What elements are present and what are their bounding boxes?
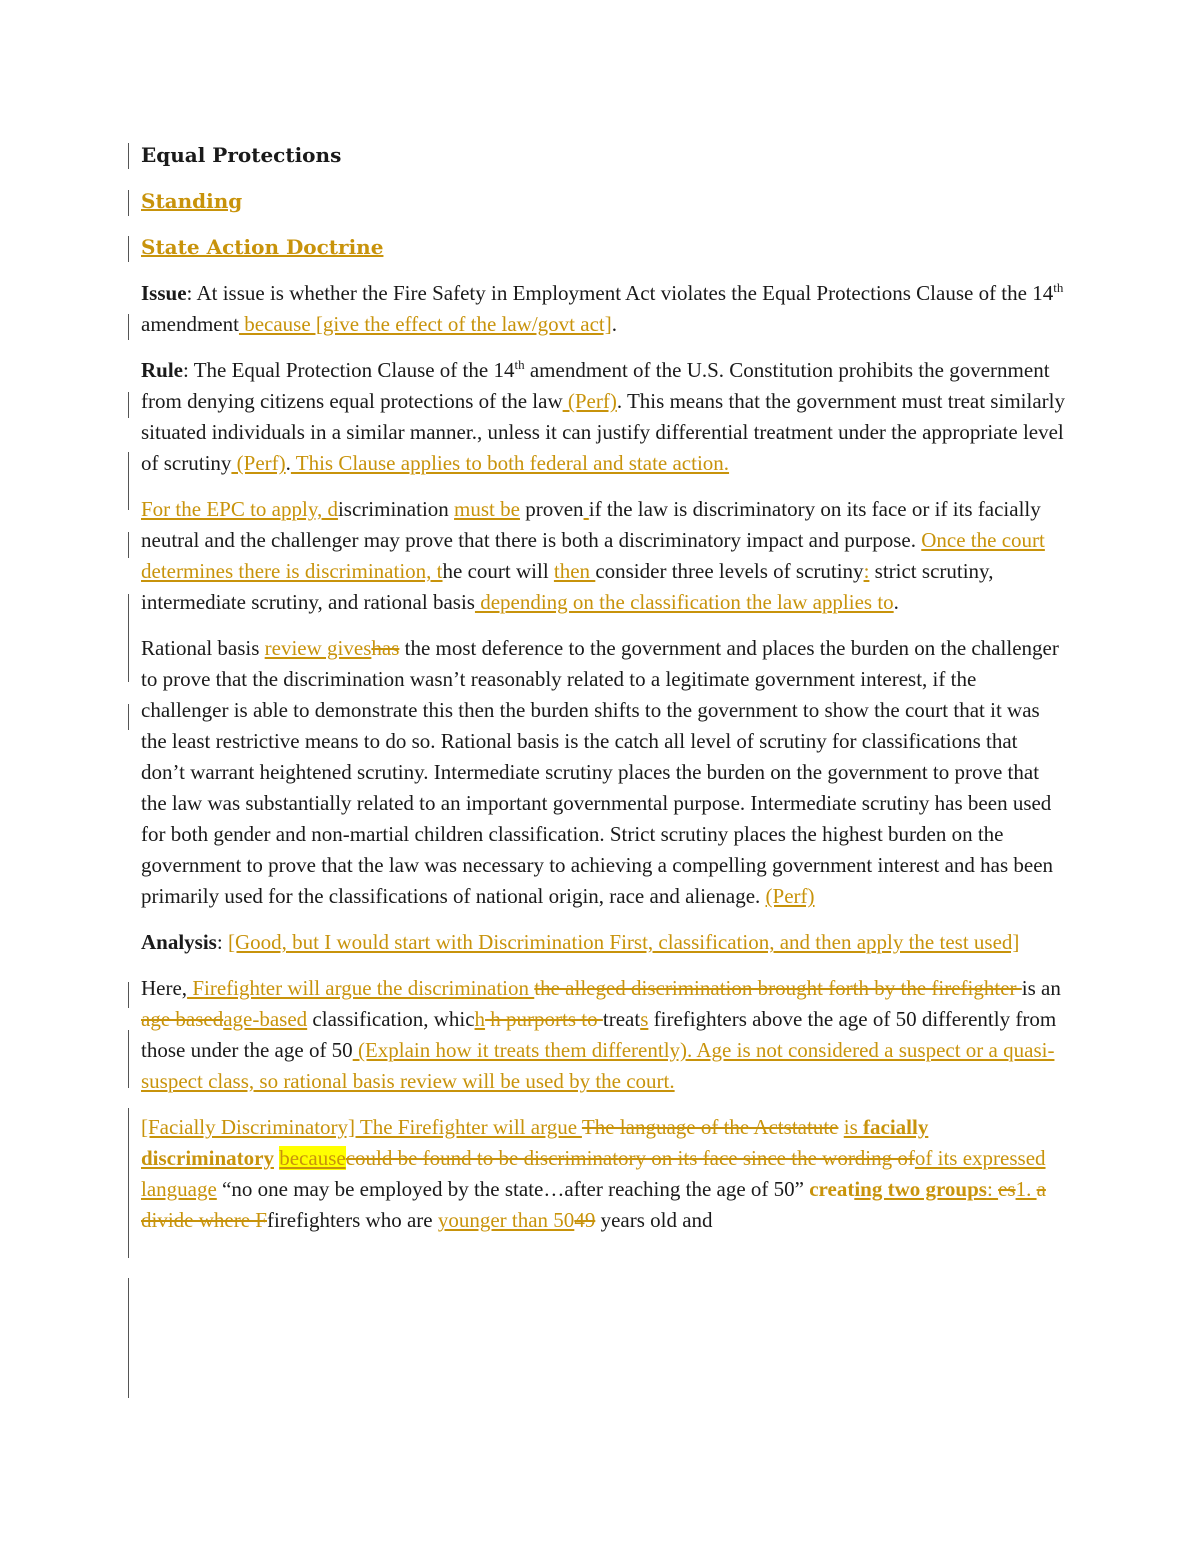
inserted-text: This Clause applies to both federal and state action. (290, 451, 730, 475)
change-bar (128, 190, 129, 216)
change-bar (128, 1278, 129, 1398)
facially-paragraph (141, 1112, 1066, 1236)
change-bar (128, 314, 129, 340)
change-bar (128, 452, 129, 510)
inserted-comment: [Good, but I would start with Discrimination First, classification, and then apply the test used] (227, 930, 1020, 954)
inserted-text: s (640, 1007, 649, 1031)
inserted-text: h (474, 1007, 486, 1031)
inserted-text: (Perf) (231, 451, 286, 475)
inserted-text: Once the court determines there is discrimination, t (141, 528, 1045, 583)
analysis-paragraph (141, 927, 1066, 958)
text-run: . (285, 451, 291, 475)
inserted-text: (Explain how it treats them differently). Age is not considered a suspect or a quasi-suspect class, so rational basis review will be used by the court. (141, 1038, 1055, 1093)
deleted-text: statute (783, 1115, 839, 1139)
inserted-text: is (843, 1115, 863, 1139)
text-run: proven (519, 497, 584, 521)
deleted-text: could be found to be discriminatory on its face since the wording of (345, 1146, 915, 1170)
text-run: strict scrutiny, intermediate scrutiny, and rational basis (141, 559, 994, 614)
text-run: firefighters above the age of 50 differently from those under the age of 50 (141, 1007, 1057, 1062)
inserted-text: must be (454, 497, 520, 521)
inserted-text: younger than 50 (437, 1208, 575, 1232)
text-run: Rational basis (141, 636, 265, 660)
inserted-bold-text: facially discriminatory (141, 1115, 929, 1170)
text-run: the most deference to the government and places the burden on the challenger to prove that the discrimination wasn’t reasonably related to a legitimate government interest, if the challenger is able to demonstrate this then the burden shifts to the government to show the court that it was the least restrictive means to do so. Rational basis is the catch all level of scrutiny for classifications that don’t warrant heightened scrutiny. Intermediate scrutiny places the burden on the government to prove that the law was substantially related to an important governmental purpose. Intermediate scrutiny has been used for both gender and non-martial children classification. Strict scrutiny places the highest burden on the government to prove that the law was necessary to achieving a compelling government interest and has been primarily used for the classifications of national origin, race and alienage. (141, 636, 1059, 908)
deleted-text: es (998, 1177, 1016, 1201)
issue-paragraph (141, 278, 1066, 340)
text-run: : At issue is whether the Fire Safety in Employment Act violates the Equal Protections Clause of the 14 (186, 281, 1054, 305)
inserted-text: review gives (264, 636, 372, 660)
text-run: iscrimination (337, 497, 455, 521)
deleted-text: the alleged discrimination brought forth by the firefighter (534, 976, 1022, 1000)
subheading-standing: Standing (141, 189, 243, 213)
text-run: . (611, 312, 617, 336)
change-bar (128, 594, 129, 682)
text-run: is an (1021, 976, 1061, 1000)
change-bar (128, 143, 129, 169)
text-run: if the law is discriminatory on its face or if its facially neutral and the challenger may prove that there is both a discriminatory impact and purpose. (141, 497, 1041, 552)
change-bar (128, 392, 129, 418)
deleted-text: a divide where F (141, 1177, 1046, 1232)
text-run: : The Equal Protection Clause of the 14 (183, 358, 515, 382)
inserted-text: 1. (1015, 1177, 1037, 1201)
change-bar (128, 1030, 129, 1088)
change-bar (128, 532, 129, 558)
inserted-text: depending on the classification the law applies to (474, 590, 894, 614)
inserted-text: of its expressed language (141, 1146, 1046, 1201)
inserted-text: (Perf) (765, 884, 815, 908)
inserted-bold-text: creat (809, 1177, 855, 1201)
deleted-text: The language of the Act (581, 1115, 784, 1139)
inserted-text: : (863, 559, 870, 583)
superscript: th (1053, 280, 1064, 295)
deleted-text: age based (141, 1007, 224, 1031)
inserted-text: Firefighter will argue the discrimination (187, 976, 535, 1000)
issue-label: Issue (141, 281, 187, 305)
text-run: treat (602, 1007, 641, 1031)
discrimination-paragraph (141, 494, 1066, 618)
text-run: . (893, 590, 899, 614)
analysis-label: Analysis (141, 930, 217, 954)
document-body (141, 140, 1066, 1251)
rule-paragraph (141, 355, 1066, 479)
deleted-text: h purports to (485, 1007, 603, 1031)
doc-heading: Equal Protections (141, 143, 342, 167)
superscript: th (514, 357, 525, 372)
rule-label: Rule (141, 358, 183, 382)
change-bar (128, 236, 129, 262)
inserted-text: [Facially Discriminatory] The Firefighter will argue (141, 1115, 582, 1139)
text-run: . This means that the government must treat similarly situated individuals in a similar manner., unless it can justify differential treatment under the appropriate level of scrutiny (141, 389, 1065, 475)
change-bar (128, 1108, 129, 1258)
text-run: amendment (141, 312, 239, 336)
inserted-bold-text: ing two groups (854, 1177, 987, 1201)
here-paragraph (141, 973, 1066, 1097)
text-run: : (216, 930, 228, 954)
text-run: “no one may be employed by the state…after reaching the age of 50” (216, 1177, 810, 1201)
text-run: consider three levels of scrutiny (595, 559, 864, 583)
inserted-comment: because [give the effect of the law/govt act] (238, 312, 612, 336)
inserted-text: : (986, 1177, 999, 1201)
inserted-text: (Perf) (562, 389, 617, 413)
inserted-text: then (553, 559, 596, 583)
deleted-text: has (371, 636, 400, 660)
text-run: he court will (442, 559, 554, 583)
subheading-state-action: State Action Doctrine (141, 235, 384, 259)
text-run: Here, (141, 976, 188, 1000)
text-run: classification, whic (307, 1007, 475, 1031)
inserted-text: age-based (223, 1007, 308, 1031)
change-bar (128, 704, 129, 730)
scrutiny-paragraph (141, 633, 1066, 912)
text-run: years old and (595, 1208, 713, 1232)
change-bar (128, 982, 129, 1008)
text-run: amendment of the U.S. Constitution prohibits the government from denying citizens equal protections of the law (141, 358, 1050, 413)
inserted-text: For the EPC to apply, d (141, 497, 338, 521)
deleted-text: 49 (574, 1208, 596, 1232)
text-run: firefighters who are (266, 1208, 438, 1232)
highlighted-text: because (279, 1146, 346, 1170)
